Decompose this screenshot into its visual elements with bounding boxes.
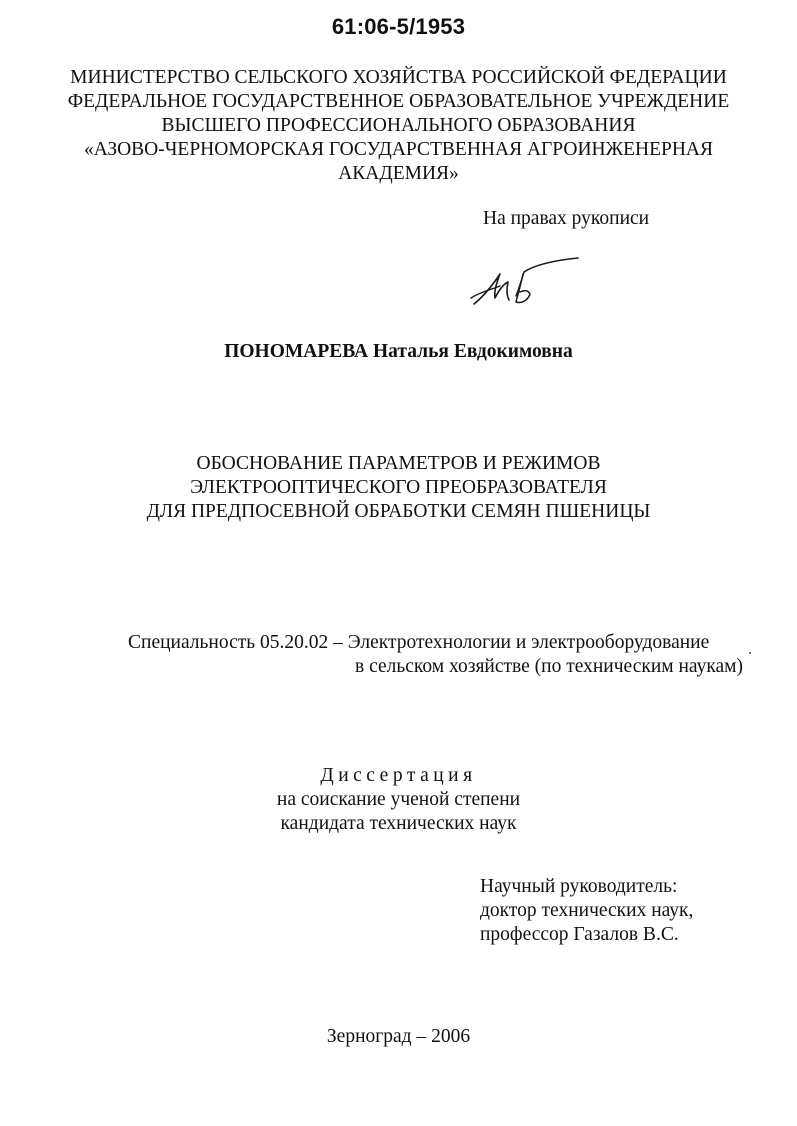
institution-line: ВЫСШЕГО ПРОФЕССИОНАЛЬНОГО ОБРАЗОВАНИЯ	[161, 115, 636, 136]
title-line: ДЛЯ ПРЕДПОСЕВНОЙ ОБРАБОТКИ СЕМЯН ПШЕНИЦЫ	[146, 501, 651, 522]
scan-speck	[749, 652, 751, 654]
supervisor-degree: доктор технических наук,	[480, 900, 694, 921]
institution-block	[0, 66, 797, 186]
catalog-number: 61:06-5/1953	[331, 14, 466, 39]
supervisor-name: профессор Газалов В.С.	[480, 924, 679, 945]
degree-line: на соискание ученой степени	[276, 789, 521, 810]
institution-line: АКАДЕМИЯ»	[338, 163, 459, 184]
manuscript-note: На правах рукописи	[483, 208, 650, 229]
author-given-names: Наталья Евдокимовна	[373, 341, 573, 362]
title-line: ОБОСНОВАНИЕ ПАРАМЕТРОВ И РЕЖИМОВ	[196, 453, 601, 474]
institution-line: МИНИСТЕРСТВО СЕЛЬСКОГО ХОЗЯЙСТВА РОССИЙСКОЙ ФЕДЕРАЦИИ	[70, 67, 727, 88]
dissertation-block	[0, 764, 797, 836]
city-year: Зерноград – 2006	[326, 1026, 471, 1047]
specialty-line-2: в сельском хозяйстве (по техническим наукам)	[355, 656, 743, 677]
signature-image	[466, 252, 584, 310]
institution-line: ФЕДЕРАЛЬНОЕ ГОСУДАРСТВЕННОЕ ОБРАЗОВАТЕЛЬНОЕ УЧРЕЖДЕНИЕ	[67, 91, 730, 112]
supervisor-block	[480, 875, 693, 947]
institution-line: «АЗОВО-ЧЕРНОМОРСКАЯ ГОСУДАРСТВЕННАЯ АГРОИНЖЕНЕРНАЯ	[83, 139, 714, 160]
dissertation-title	[0, 452, 797, 524]
author-name	[0, 341, 797, 363]
supervisor-label: Научный руководитель:	[480, 876, 678, 897]
degree-line: кандидата технических наук	[280, 813, 517, 834]
dissertation-heading: Диссертация	[320, 765, 477, 786]
specialty-line-1: Специальность 05.20.02 – Электротехнологии и электрооборудование	[128, 632, 710, 653]
author-surname: ПОНОМАРЕВА	[224, 341, 369, 362]
title-line: ЭЛЕКТРООПТИЧЕСКОГО ПРЕОБРАЗОВАТЕЛЯ	[190, 477, 607, 498]
